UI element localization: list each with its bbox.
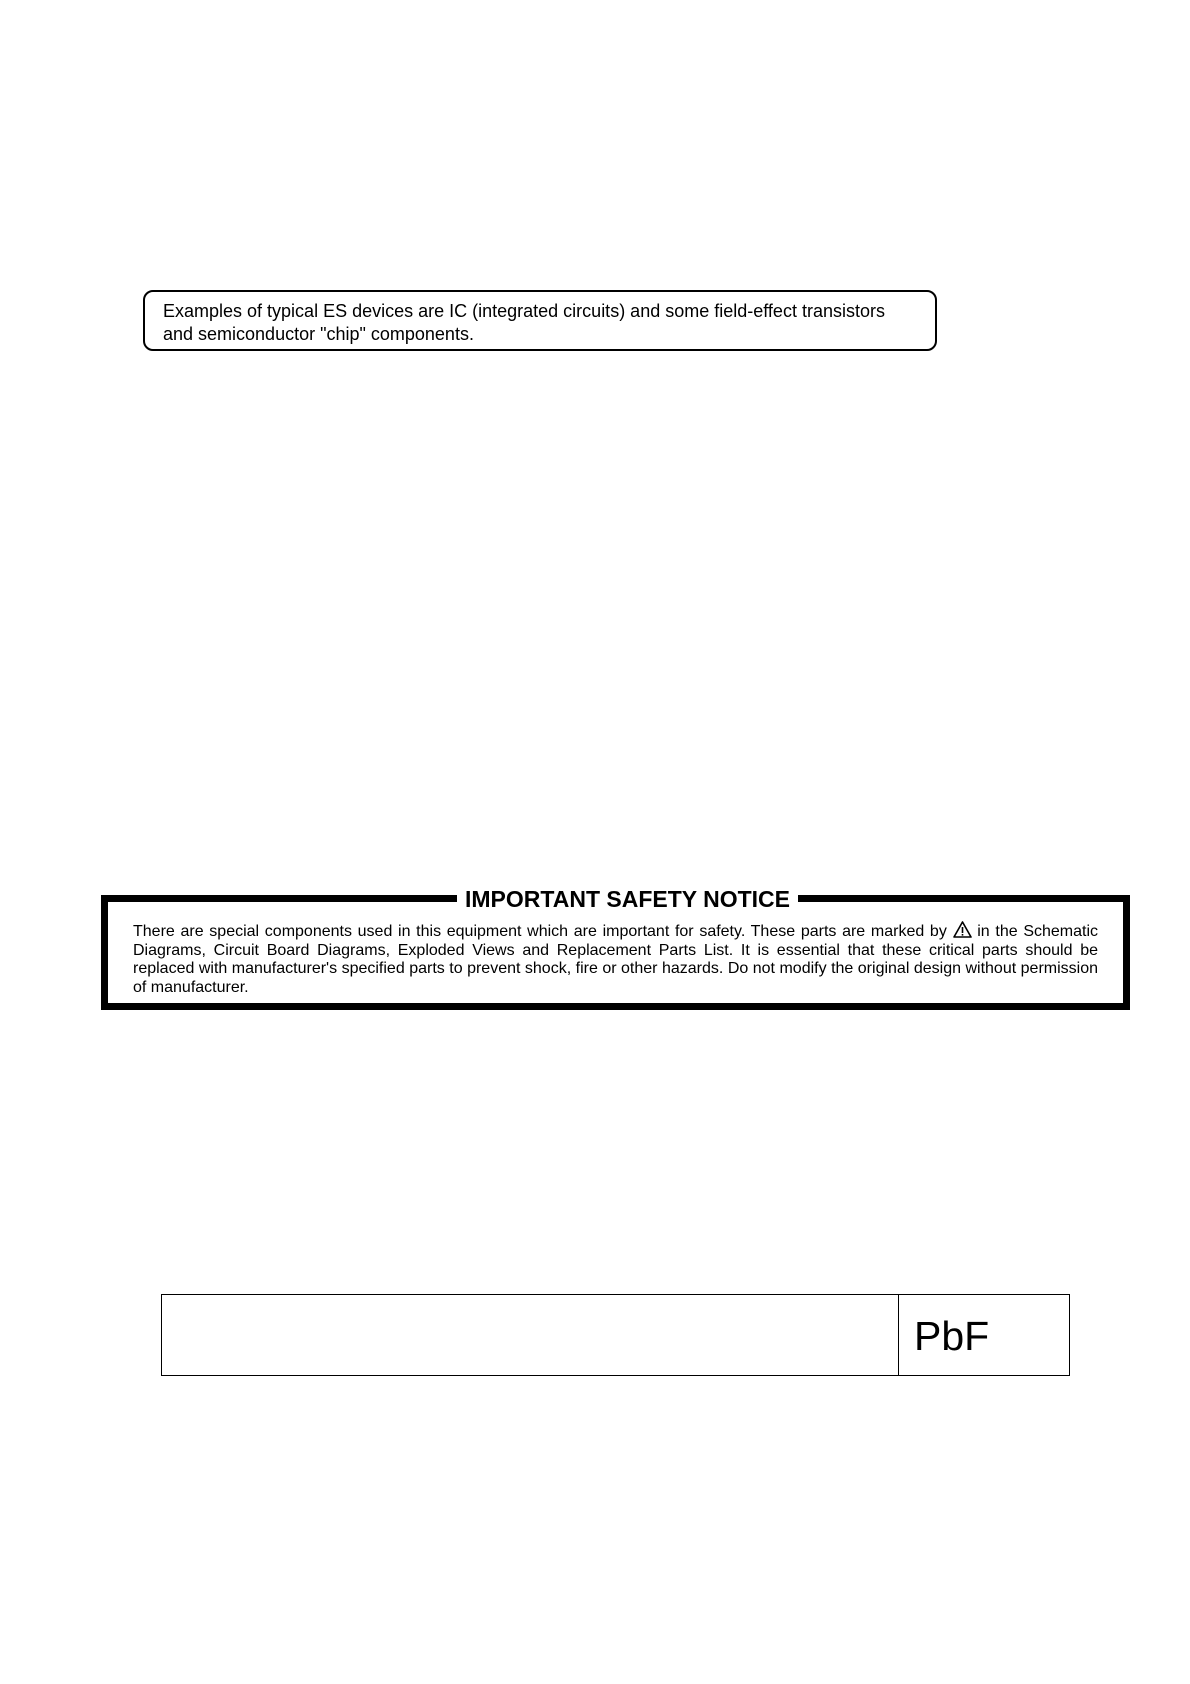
pbf-label: PbF: [914, 1313, 990, 1359]
warning-triangle-icon: [953, 921, 972, 938]
es-devices-note-text: Examples of typical ES devices are IC (integrated circuits) and some field-effect transistors and semiconductor "chip" components.: [163, 301, 885, 344]
safety-notice-text-part2: in the Schematic Diagrams, Circuit Board Diagrams, Exploded Views and Replacement Parts List. It is essential that these critical parts should be replaced with manufacturer's specified parts to prevent shock, fire or other hazards. Do not modify the original design without permission of manufacturer.: [133, 923, 1099, 996]
pbf-table-empty-cell: [162, 1295, 899, 1375]
safety-notice-title: IMPORTANT SAFETY NOTICE: [457, 886, 798, 912]
pbf-table: [161, 1294, 1070, 1376]
pbf-table-label-cell: [899, 1295, 1069, 1375]
es-devices-note-box: [143, 290, 937, 351]
safety-notice-text: [133, 921, 1098, 997]
safety-notice-text-part1: There are special components used in this equipment which are important for safety. These parts are marked by: [133, 923, 947, 940]
important-safety-notice-box: [101, 886, 1130, 1010]
